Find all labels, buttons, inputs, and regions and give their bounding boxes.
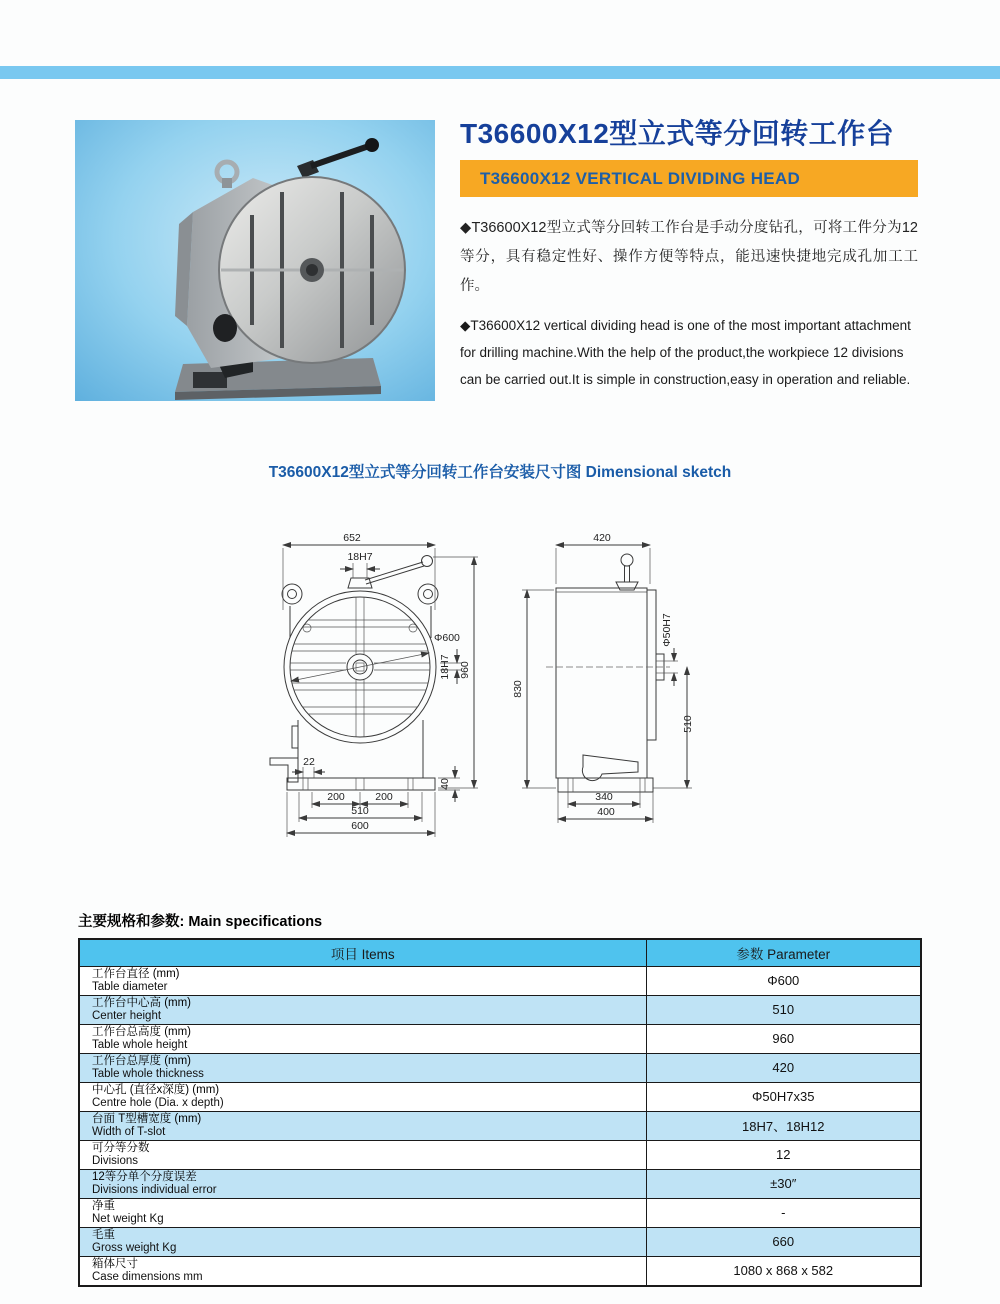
product-photo-image bbox=[75, 120, 435, 401]
product-photo bbox=[75, 120, 435, 401]
table-header-row bbox=[79, 939, 921, 966]
table-row bbox=[79, 1169, 921, 1198]
top-accent-bar bbox=[0, 66, 1000, 79]
table-row bbox=[79, 1024, 921, 1053]
dim-200-left: 200 bbox=[327, 791, 345, 803]
specs-heading: 主要规格和参数: Main specifications bbox=[78, 914, 323, 930]
value-cell: 420 bbox=[646, 1053, 921, 1082]
dim-phi600: Φ600 bbox=[434, 632, 460, 644]
value-cell: 510 bbox=[646, 995, 921, 1024]
item-label-en: Divisions individual error bbox=[92, 1183, 217, 1196]
table-row bbox=[79, 1140, 921, 1169]
item-label-en: Centre hole (Dia. x depth) bbox=[92, 1096, 224, 1109]
item-label-en: Net weight Kg bbox=[92, 1212, 164, 1225]
item-label-cn: 工作台总厚度 (mm) bbox=[92, 1054, 192, 1067]
dim-400: 400 bbox=[597, 806, 615, 818]
value-cell: Φ600 bbox=[646, 966, 921, 995]
item-label-cn: 箱体尺寸 bbox=[92, 1257, 138, 1270]
item-cell bbox=[79, 1024, 646, 1053]
item-cell bbox=[79, 1256, 646, 1286]
description-cn: ◆T36600X12型立式等分回转工作台是手动分度钻孔，可将工件分为12等分，具有稳定性好、操作方便等特点，能迅速快捷地完成孔加工工作。 bbox=[460, 220, 918, 294]
page-title: T36600X12型立式等分回转工作台 bbox=[460, 118, 895, 149]
specs-table bbox=[78, 938, 922, 1287]
value-cell: ±30″ bbox=[646, 1169, 921, 1198]
table-row bbox=[79, 1227, 921, 1256]
column-header-parameter: 参数 Parameter bbox=[646, 939, 921, 966]
value-cell: 660 bbox=[646, 1227, 921, 1256]
subtitle-banner bbox=[460, 160, 918, 197]
side-view bbox=[512, 532, 694, 823]
item-label-cn: 工作台总高度 (mm) bbox=[92, 1025, 192, 1038]
dim-22: 22 bbox=[303, 756, 315, 768]
value-cell: Φ50H7x35 bbox=[646, 1082, 921, 1111]
item-label-cn: 毛重 bbox=[92, 1228, 115, 1241]
header-block bbox=[460, 116, 918, 393]
item-label-en: Divisions bbox=[92, 1154, 139, 1167]
dim-340: 340 bbox=[595, 791, 613, 803]
dim-960: 960 bbox=[459, 661, 471, 679]
dimensional-sketch bbox=[250, 520, 720, 855]
table-row bbox=[79, 995, 921, 1024]
item-cell bbox=[79, 1111, 646, 1140]
item-cell bbox=[79, 966, 646, 995]
item-label-cn: 12等分单个分度误差 bbox=[92, 1170, 197, 1183]
value-cell: 1080 x 868 x 582 bbox=[646, 1256, 921, 1286]
item-label-cn: 工作台直径 (mm) bbox=[92, 967, 180, 980]
item-label-cn: 可分等分数 bbox=[92, 1141, 150, 1154]
dim-830: 830 bbox=[512, 680, 524, 698]
subtitle-banner-text: T36600X12 VERTICAL DIVIDING HEAD bbox=[480, 169, 801, 188]
description-en: ◆T36600X12 vertical dividing head is one of the most important attachment for drilling machine.With the help of the product,the workpiece 12 divisions can be carried out.It is simple in construction,easy in operation and reliable. bbox=[460, 318, 911, 387]
dim-18h7-side: 18H7 bbox=[439, 654, 451, 680]
item-cell bbox=[79, 1082, 646, 1111]
item-label-cn: 净重 bbox=[92, 1199, 115, 1212]
table-row bbox=[79, 1082, 921, 1111]
item-cell bbox=[79, 1140, 646, 1169]
item-label-en: Case dimensions mm bbox=[92, 1270, 203, 1283]
item-label-cn: 中心孔 (直径x深度) (mm) bbox=[92, 1083, 220, 1096]
item-label-cn: 台面 T型槽宽度 (mm) bbox=[92, 1112, 202, 1125]
table-row bbox=[79, 1198, 921, 1227]
column-header-items: 项目 Items bbox=[79, 939, 646, 966]
item-label-en: Gross weight Kg bbox=[92, 1241, 177, 1254]
item-cell bbox=[79, 1169, 646, 1198]
dim-420: 420 bbox=[593, 532, 611, 544]
dim-510-front: 510 bbox=[351, 805, 369, 817]
dim-652: 652 bbox=[343, 532, 361, 544]
table-row bbox=[79, 1256, 921, 1286]
table-row bbox=[79, 1053, 921, 1082]
dim-510-side: 510 bbox=[682, 715, 694, 733]
item-cell bbox=[79, 1227, 646, 1256]
item-label-cn: 工作台中心高 (mm) bbox=[92, 996, 192, 1009]
item-cell bbox=[79, 1198, 646, 1227]
dim-18h7-top: 18H7 bbox=[347, 551, 373, 563]
value-cell: - bbox=[646, 1198, 921, 1227]
dim-phi50h7: Φ50H7 bbox=[661, 613, 673, 647]
item-cell bbox=[79, 995, 646, 1024]
table-row bbox=[79, 966, 921, 995]
item-label-en: Center height bbox=[92, 1009, 162, 1022]
dim-200-right: 200 bbox=[375, 791, 393, 803]
item-label-en: Table whole height bbox=[92, 1038, 188, 1051]
dim-40: 40 bbox=[439, 778, 451, 790]
dim-600: 600 bbox=[351, 820, 369, 832]
table-row bbox=[79, 1111, 921, 1140]
item-label-en: Table diameter bbox=[92, 980, 168, 993]
front-view bbox=[270, 532, 478, 837]
value-cell: 12 bbox=[646, 1140, 921, 1169]
item-label-en: Width of T-slot bbox=[92, 1125, 166, 1138]
value-cell: 960 bbox=[646, 1024, 921, 1053]
item-label-en: Table whole thickness bbox=[92, 1067, 204, 1080]
sketch-title: T36600X12型立式等分回转工作台安装尺寸图 Dimensional sketch bbox=[268, 464, 732, 481]
value-cell: 18H7、18H12 bbox=[646, 1111, 921, 1140]
item-cell bbox=[79, 1053, 646, 1082]
